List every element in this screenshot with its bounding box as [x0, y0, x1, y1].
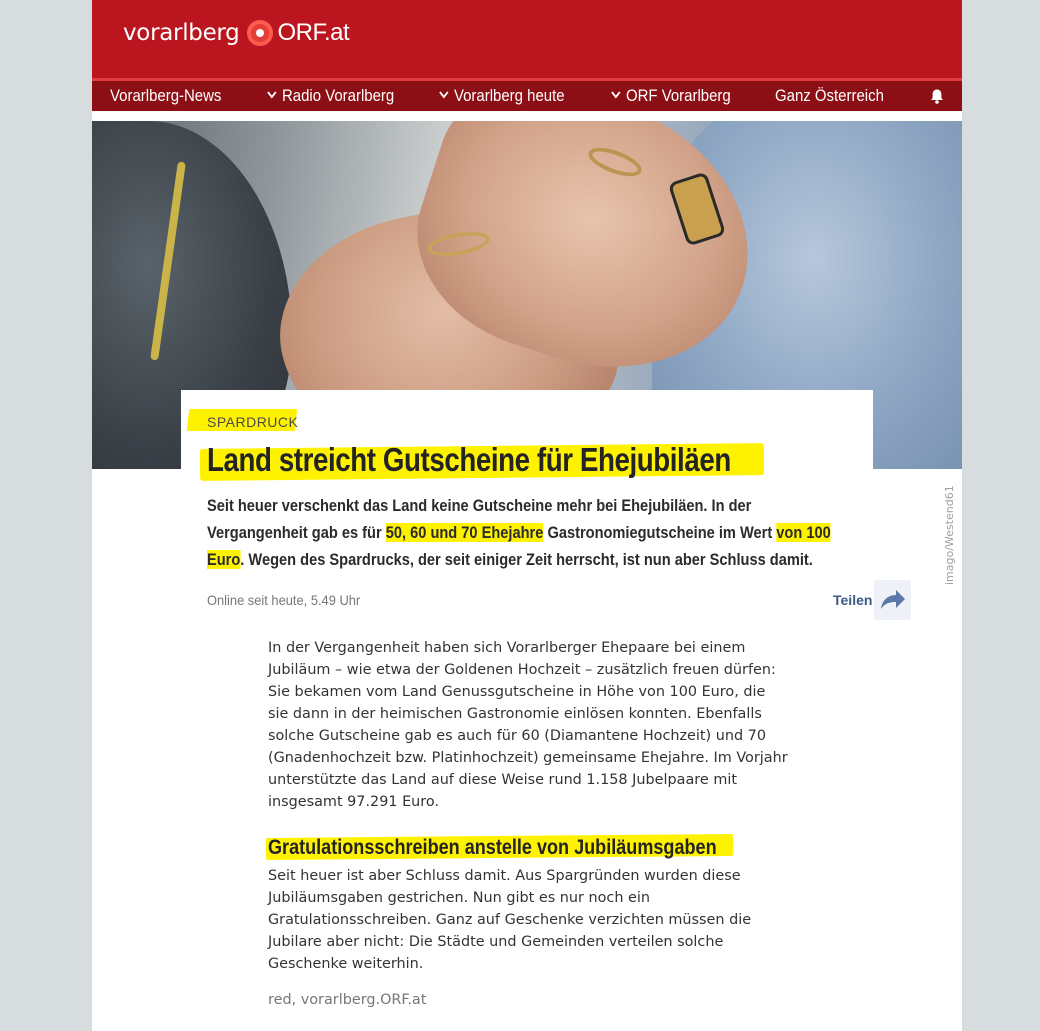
- lead-text: . Wegen des Spardrucks, der seit einiger Zeit herrscht, ist nun aber Schluss damit.: [240, 550, 813, 569]
- nav-item-radio-vorarlberg[interactable]: [267, 86, 394, 106]
- nav-item-vorarlberg-heute[interactable]: [439, 86, 565, 106]
- nav-label: Ganz Österreich: [775, 86, 884, 105]
- article-headline: Land streicht Gutscheine für Ehejubiläen: [207, 441, 731, 478]
- article-kicker: SPARDRUCK: [207, 414, 299, 430]
- lead-text: Gastronomiegutscheine im Wert: [543, 523, 777, 542]
- share-arrow-icon: [874, 580, 911, 620]
- nav-item-ganz-oesterreich[interactable]: [775, 86, 884, 106]
- chevron-down-icon: [267, 88, 277, 102]
- nav-item-vorarlberg-news[interactable]: [110, 86, 221, 106]
- chevron-down-icon: [439, 88, 449, 102]
- main-navigation: [92, 81, 962, 111]
- nav-label: Vorarlberg-News: [110, 86, 222, 105]
- image-credit: imago/Westend61: [943, 485, 956, 585]
- page: [92, 0, 962, 1031]
- share-label[interactable]: Teilen: [833, 592, 873, 608]
- bell-icon[interactable]: [929, 88, 945, 104]
- article-subheading: Gratulationsschreiben anstelle von Jubiläumsgaben: [268, 836, 717, 859]
- article-lead: [207, 492, 843, 573]
- nav-label: Vorarlberg heute: [453, 86, 565, 105]
- orf-eye-icon: [247, 20, 273, 46]
- share-button[interactable]: [874, 580, 911, 620]
- lead-text: Seit heuer verschenkt das Land keine Gutscheine mehr bei Ehejubiläen. In der Vergangenheit gab es für: [207, 496, 752, 542]
- article-source: red, vorarlberg.ORF.at: [268, 992, 427, 1008]
- logo-orf-text: ORF.at: [277, 19, 350, 46]
- nav-item-orf-vorarlberg[interactable]: [611, 86, 731, 106]
- site-logo[interactable]: [123, 14, 349, 52]
- nav-label: ORF Vorarlberg: [625, 86, 731, 105]
- lead-highlight: von 100 Euro: [207, 523, 831, 569]
- site-header: [92, 0, 962, 78]
- nav-label: Radio Vorarlberg: [281, 86, 395, 105]
- lead-highlight: 50, 60 und 70 Ehejahre: [385, 523, 544, 542]
- article-paragraph: Seit heuer ist aber Schluss damit. Aus Spargründen wurden diese Jubiläumsgaben gestrichen. Nun gibt es nur noch ein Gratulationsschreiben. Ganz auf Geschenke verzichten müssen die Jubilare aber nicht: Die Städte und Gemeinden verteilen solche Geschenke weiterhin.: [268, 868, 752, 972]
- chevron-down-icon: [611, 88, 621, 102]
- logo-region-text: vorarlberg: [123, 20, 240, 46]
- article-paragraph: In der Vergangenheit haben sich Vorarlberger Ehepaare bei einem Jubiläum – wie etwa der Goldenen Hochzeit – zusätzlich freuen dürfen: Sie bekamen vom Land Genussgutscheine in Höhe von 100 Euro, die sie dann in der heimischen Gastronomie einlösen konnten. Ebenfalls solche Gutscheine gab es auch für 60 (Diamantene Hochzeit) und 70 (Gnadenhochzeit bzw. Platinhochzeit) gemeinsame Ehejahre. Im Vorjahr unterstützte das Land auf diese Weise rund 1.158 Jubelpaare mit insgesamt 97.291 Euro.: [268, 640, 788, 810]
- published-date: Online seit heute, 5.49 Uhr: [207, 592, 361, 608]
